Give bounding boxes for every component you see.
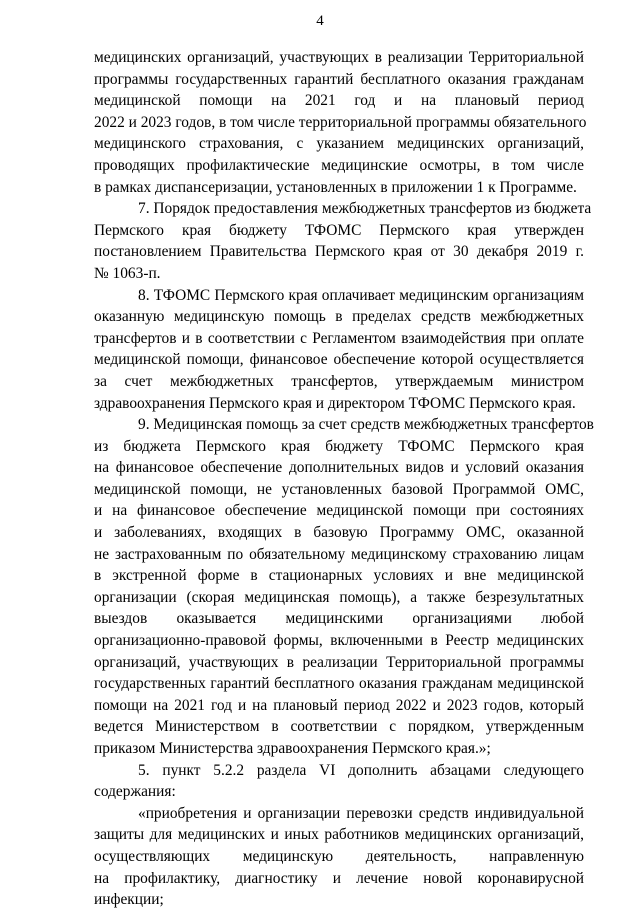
text-line: содержания:	[94, 783, 176, 801]
body-text	[94, 47, 594, 911]
text-line: трансфертов и в соответствии с Регламентом взаимодействия при оплате	[94, 329, 584, 347]
text-line: здравоохранения Пермского края и директором ТФОМС Пермского края.	[94, 394, 576, 412]
text-line: за счет межбюджетных трансфертов, утверждаемым министром	[94, 372, 584, 390]
text-line: приказом Министерства здравоохранения Пермского края.»;	[94, 740, 491, 757]
text-line: и на финансовое обеспечение медицинской помощи при состояниях	[94, 502, 584, 520]
text-line: государственных гарантий бесплатного оказания гражданам медицинской	[94, 675, 584, 693]
text-line: осуществляющих медицинскую деятельность, направленную	[94, 847, 584, 865]
text-line: выездов оказывается медицинскими организациями любой	[94, 610, 584, 628]
text-line: медицинской помощи, не установленных базовой Программой ОМС,	[94, 480, 584, 498]
text-line: Пермского края бюджету ТФОМС Пермского края утвержден	[94, 221, 584, 239]
text-line: из бюджета Пермского края бюджету ТФОМС Пермского края	[94, 437, 584, 455]
text-line: в экстренной форме в стационарных условиях и вне медицинской	[94, 567, 584, 585]
text-line: 8. ТФОМС Пермского края оплачивает медицинским организациям	[138, 286, 584, 304]
text-line: 2022 и 2023 годов, в том числе территориальной программы обязательного	[94, 113, 587, 131]
text-line: помощи на 2021 год и на плановый период 2022 и 2023 годов, который	[94, 696, 584, 714]
text-line: медицинской помощи на 2021 год и на плановый период	[94, 92, 584, 110]
text-line: проводящих профилактические медицинские осмотры, в том числе	[94, 156, 584, 174]
text-line: организационно-правовой формы, включенными в Реестр медицинских	[94, 632, 584, 650]
text-line: ведется Министерством в соответствии с порядком, утвержденным	[94, 718, 584, 736]
text-line: медицинского страхования, с указанием медицинских организаций,	[94, 135, 584, 153]
text-line: постановлением Правительства Пермского края от 30 декабря 2019 г.	[94, 243, 584, 261]
text-line: защиты для медицинских и иных работников медицинских организаций,	[94, 826, 584, 844]
text-line: медицинской помощи, финансовое обеспечение которой осуществляется	[94, 351, 584, 369]
text-line: не застрахованным по обязательному медицинскому страхованию лицам	[94, 545, 584, 563]
text-line: организации (скорая медицинская помощь), а также безрезультатных	[94, 588, 584, 606]
text-line: на профилактику, диагностику и лечение новой коронавирусной	[94, 869, 584, 887]
text-line: инфекции;	[94, 891, 164, 909]
page-number: 4	[316, 13, 324, 29]
text-line: 7. Порядок предоставления межбюджетных трансфертов из бюджета	[138, 200, 592, 218]
text-line: № 1063-п.	[94, 264, 161, 282]
text-line: в рамках диспансеризации, установленных в приложении 1 к Программе.	[94, 178, 577, 196]
text-line: на финансовое обеспечение дополнительных видов и условий оказания	[94, 459, 584, 477]
text-line: 9. Медицинская помощь за счет средств межбюджетных трансфертов	[138, 416, 594, 434]
text-line: и заболеваниях, входящих в базовую Программу ОМС, оказанной	[94, 524, 584, 542]
text-line: «приобретения и организации перевозки средств индивидуальной	[138, 804, 584, 822]
text-line: медицинских организаций, участвующих в реализации Территориальной	[94, 49, 584, 66]
text-line: 5. пункт 5.2.2 раздела VI дополнить абзацами следующего	[138, 761, 584, 779]
text-line: оказанную медицинскую помощь в пределах средств межбюджетных	[94, 308, 584, 326]
text-line: организаций, участвующих в реализации Территориальной программы	[94, 653, 584, 671]
text-line: программы государственных гарантий бесплатного оказания гражданам	[94, 70, 584, 88]
